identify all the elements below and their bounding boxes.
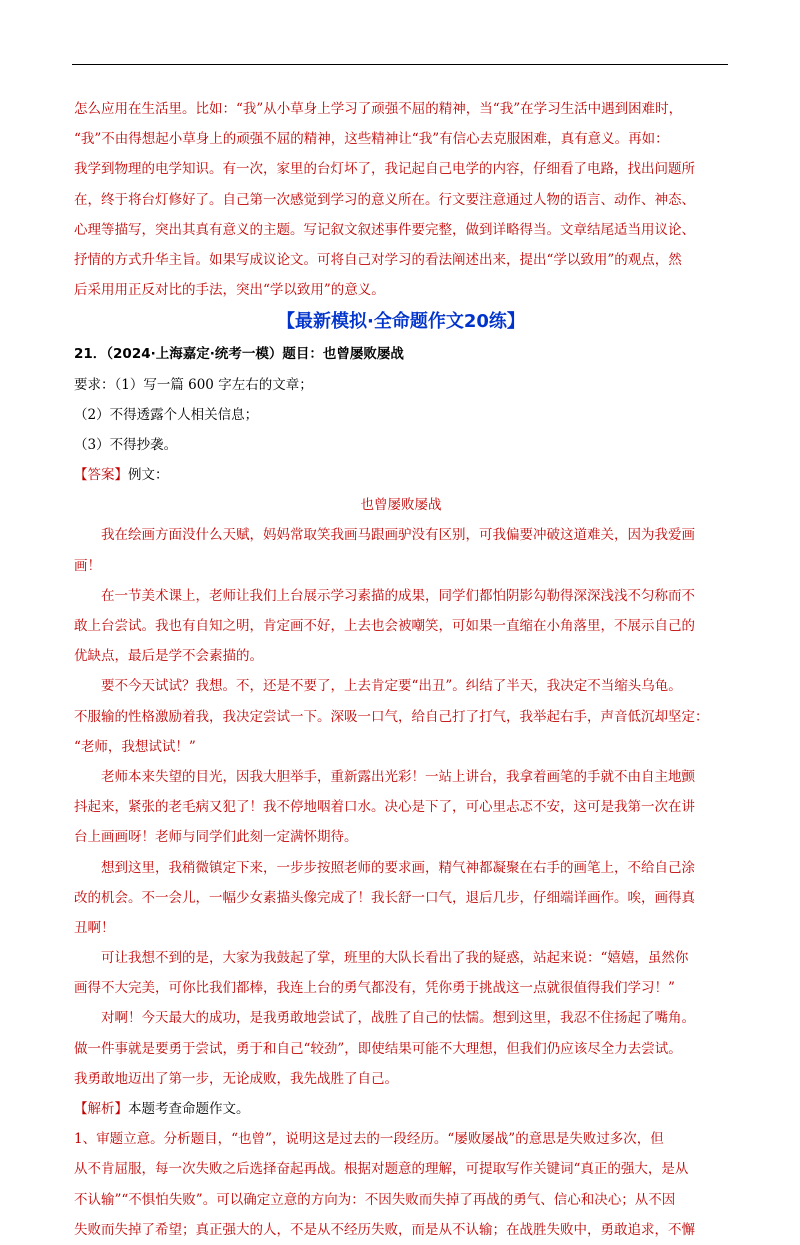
essay-line: 对啊！今天最大的成功，是我勇敢地尝试了，战胜了自己的怯懦。想到这里，我忍不住扬起了嘴角。 [101, 1010, 695, 1027]
requirement-line: 要求：（1）写一篇 600 字左右的文章； [74, 376, 313, 393]
text-line: “我”不由得想起小草身上的顽强不屈的精神，这些精神让“我”有信心去克服困难，真有意义。再如： [74, 131, 669, 148]
essay-line: 不服输的性格激励着我，我决定尝试一下。深吸一口气，给自己打了打气，我举起右手，声音低沉却坚定： [74, 708, 709, 725]
essay-line: 我在绘画方面没什么天赋，妈妈常取笑我画马跟画驴没有区别，可我偏要冲破这道难关，因为我爱画 [101, 527, 695, 544]
essay-line: 优缺点，最后是学不会素描的。 [74, 648, 263, 665]
essay-line: 敢上台尝试。我也有自知之明，肯定画不好，上去也会被嘲笑，可如果一直缩在小角落里，不展示自己的 [74, 618, 695, 634]
intro-paragraph [74, 94, 728, 305]
essay-line: “老师，我想试试！” [74, 738, 196, 755]
analysis-line: 1、审题立意。分析题目，“也曾”，说明这是过去的一段经历。“屡败屡战”的意思是失败过多次，但 [74, 1131, 664, 1148]
essay-line: 想到这里，我稍微镇定下来，一步步按照老师的要求画，精气神都凝聚在右手的画笔上，不给自己涂 [101, 859, 695, 876]
analysis-label: 【解析】 [74, 1101, 128, 1117]
requirement-line: （3）不得抄袭。 [74, 436, 178, 453]
essay-title: 也曾屡败屡战 [360, 497, 442, 514]
essay-line: 改的机会。不一会儿，一幅少女素描头像完成了！我长舒一口气，退后几步，仔细端详画作。唉，画得真 [74, 889, 695, 906]
text-line: 心理等描写，突出其真有意义的主题。写记叙文叙述事件要完整，做到详略得当。文章结尾适当用议论、 [74, 221, 695, 238]
analysis-line: 失败而失掉了希望；真正强大的人，不是从不经历失败，而是从不认输；在战胜失败中，勇敢追求，不懈 [74, 1221, 695, 1238]
text-line: 抒情的方式升华主旨。如果写成议论文。可将自己对学习的看法阐述出来，提出“学以致用”的观点，然 [74, 251, 682, 268]
essay-body [74, 520, 728, 1094]
section-heading: 【最新模拟·全命题作文20练】 [277, 311, 525, 333]
essay-line: 台上画画呀！老师与同学们此刻一定满怀期待。 [74, 829, 358, 846]
answer-label-rest: 例文： [128, 467, 169, 484]
text-line: 我学到物理的电学知识。有一次，家里的台灯坏了，我记起自己电学的内容，仔细看了电路，找出问题所 [74, 161, 695, 178]
page-content [74, 94, 728, 1245]
essay-line: 画！ [74, 557, 101, 574]
question-title: 21．（2024·上海嘉定·统考一模）题目：也曾屡败屡战 [74, 346, 404, 363]
essay-line: 抖起来，紧张的老毛病又犯了！我不停地咽着口水。决心是下了，可心里忐忑不安，这可是我第一次在讲 [74, 799, 695, 816]
text-line: 怎么应用在生活里。比如：“我”从小草身上学习了顽强不屈的精神，当“我”在学习生活中遇到困难时， [74, 101, 683, 117]
essay-line: 可让我想不到的是，大家为我鼓起了掌，班里的大队长看出了我的疑惑，站起来说：“嬉嬉，虽然你 [101, 950, 689, 967]
requirement-line: （2）不得透露个人相关信息； [74, 406, 259, 423]
analysis-label-rest: 本题考查命题作文。 [128, 1101, 250, 1117]
analysis-label-line [74, 1094, 728, 1124]
essay-line: 丑啊！ [74, 919, 115, 936]
text-line: 后采用用正反对比的手法，突出“学以致用”的意义。 [74, 282, 385, 299]
essay-line: 老师本来失望的目光，因我大胆举手，重新露出光彩！一站上讲台，我拿着画笔的手就不由自主地颤 [101, 768, 695, 785]
answer-label: 【答案】 [74, 467, 128, 484]
header-rule [72, 64, 728, 65]
essay-line: 画得不大完美，可你比我们都棒，我连上台的勇气都没有，凭你勇于挑战这一点就很值得我们学习！” [74, 980, 675, 997]
analysis-line: 从不肯屈服，每一次失败之后选择奋起再战。根据对题意的理解，可提取写作关键词“真正的强大，是从 [74, 1161, 689, 1178]
essay-line: 要不今天试试？我想。不，还是不要了，上去肯定要“出丑”。纠结了半天，我决定不当缩头乌龟。 [101, 678, 682, 695]
essay-line: 我勇敢地迈出了第一步，无论成败，我先战胜了自己。 [74, 1070, 398, 1087]
answer-label-line [74, 460, 728, 490]
essay-line: 做一件事就是要勇于尝试，勇于和自己“较劲”，即使结果可能不大理想，但我们仍应该尽全力去尝试。 [74, 1040, 682, 1057]
text-line: 在，终于将台灯修好了。自己第一次感觉到学习的意义所在。行文要注意通过人物的语言、动作、神态、 [74, 191, 695, 208]
analysis-line: 不认输”“不惧怕失败”。可以确定立意的方向为：不因失败而失掉了再战的勇气、信心和决心；从不因 [74, 1191, 676, 1208]
essay-line: 在一节美术课上，老师让我们上台展示学习素描的成果，同学们都怕阴影勾勒得深深浅浅不匀称而不 [101, 587, 695, 604]
